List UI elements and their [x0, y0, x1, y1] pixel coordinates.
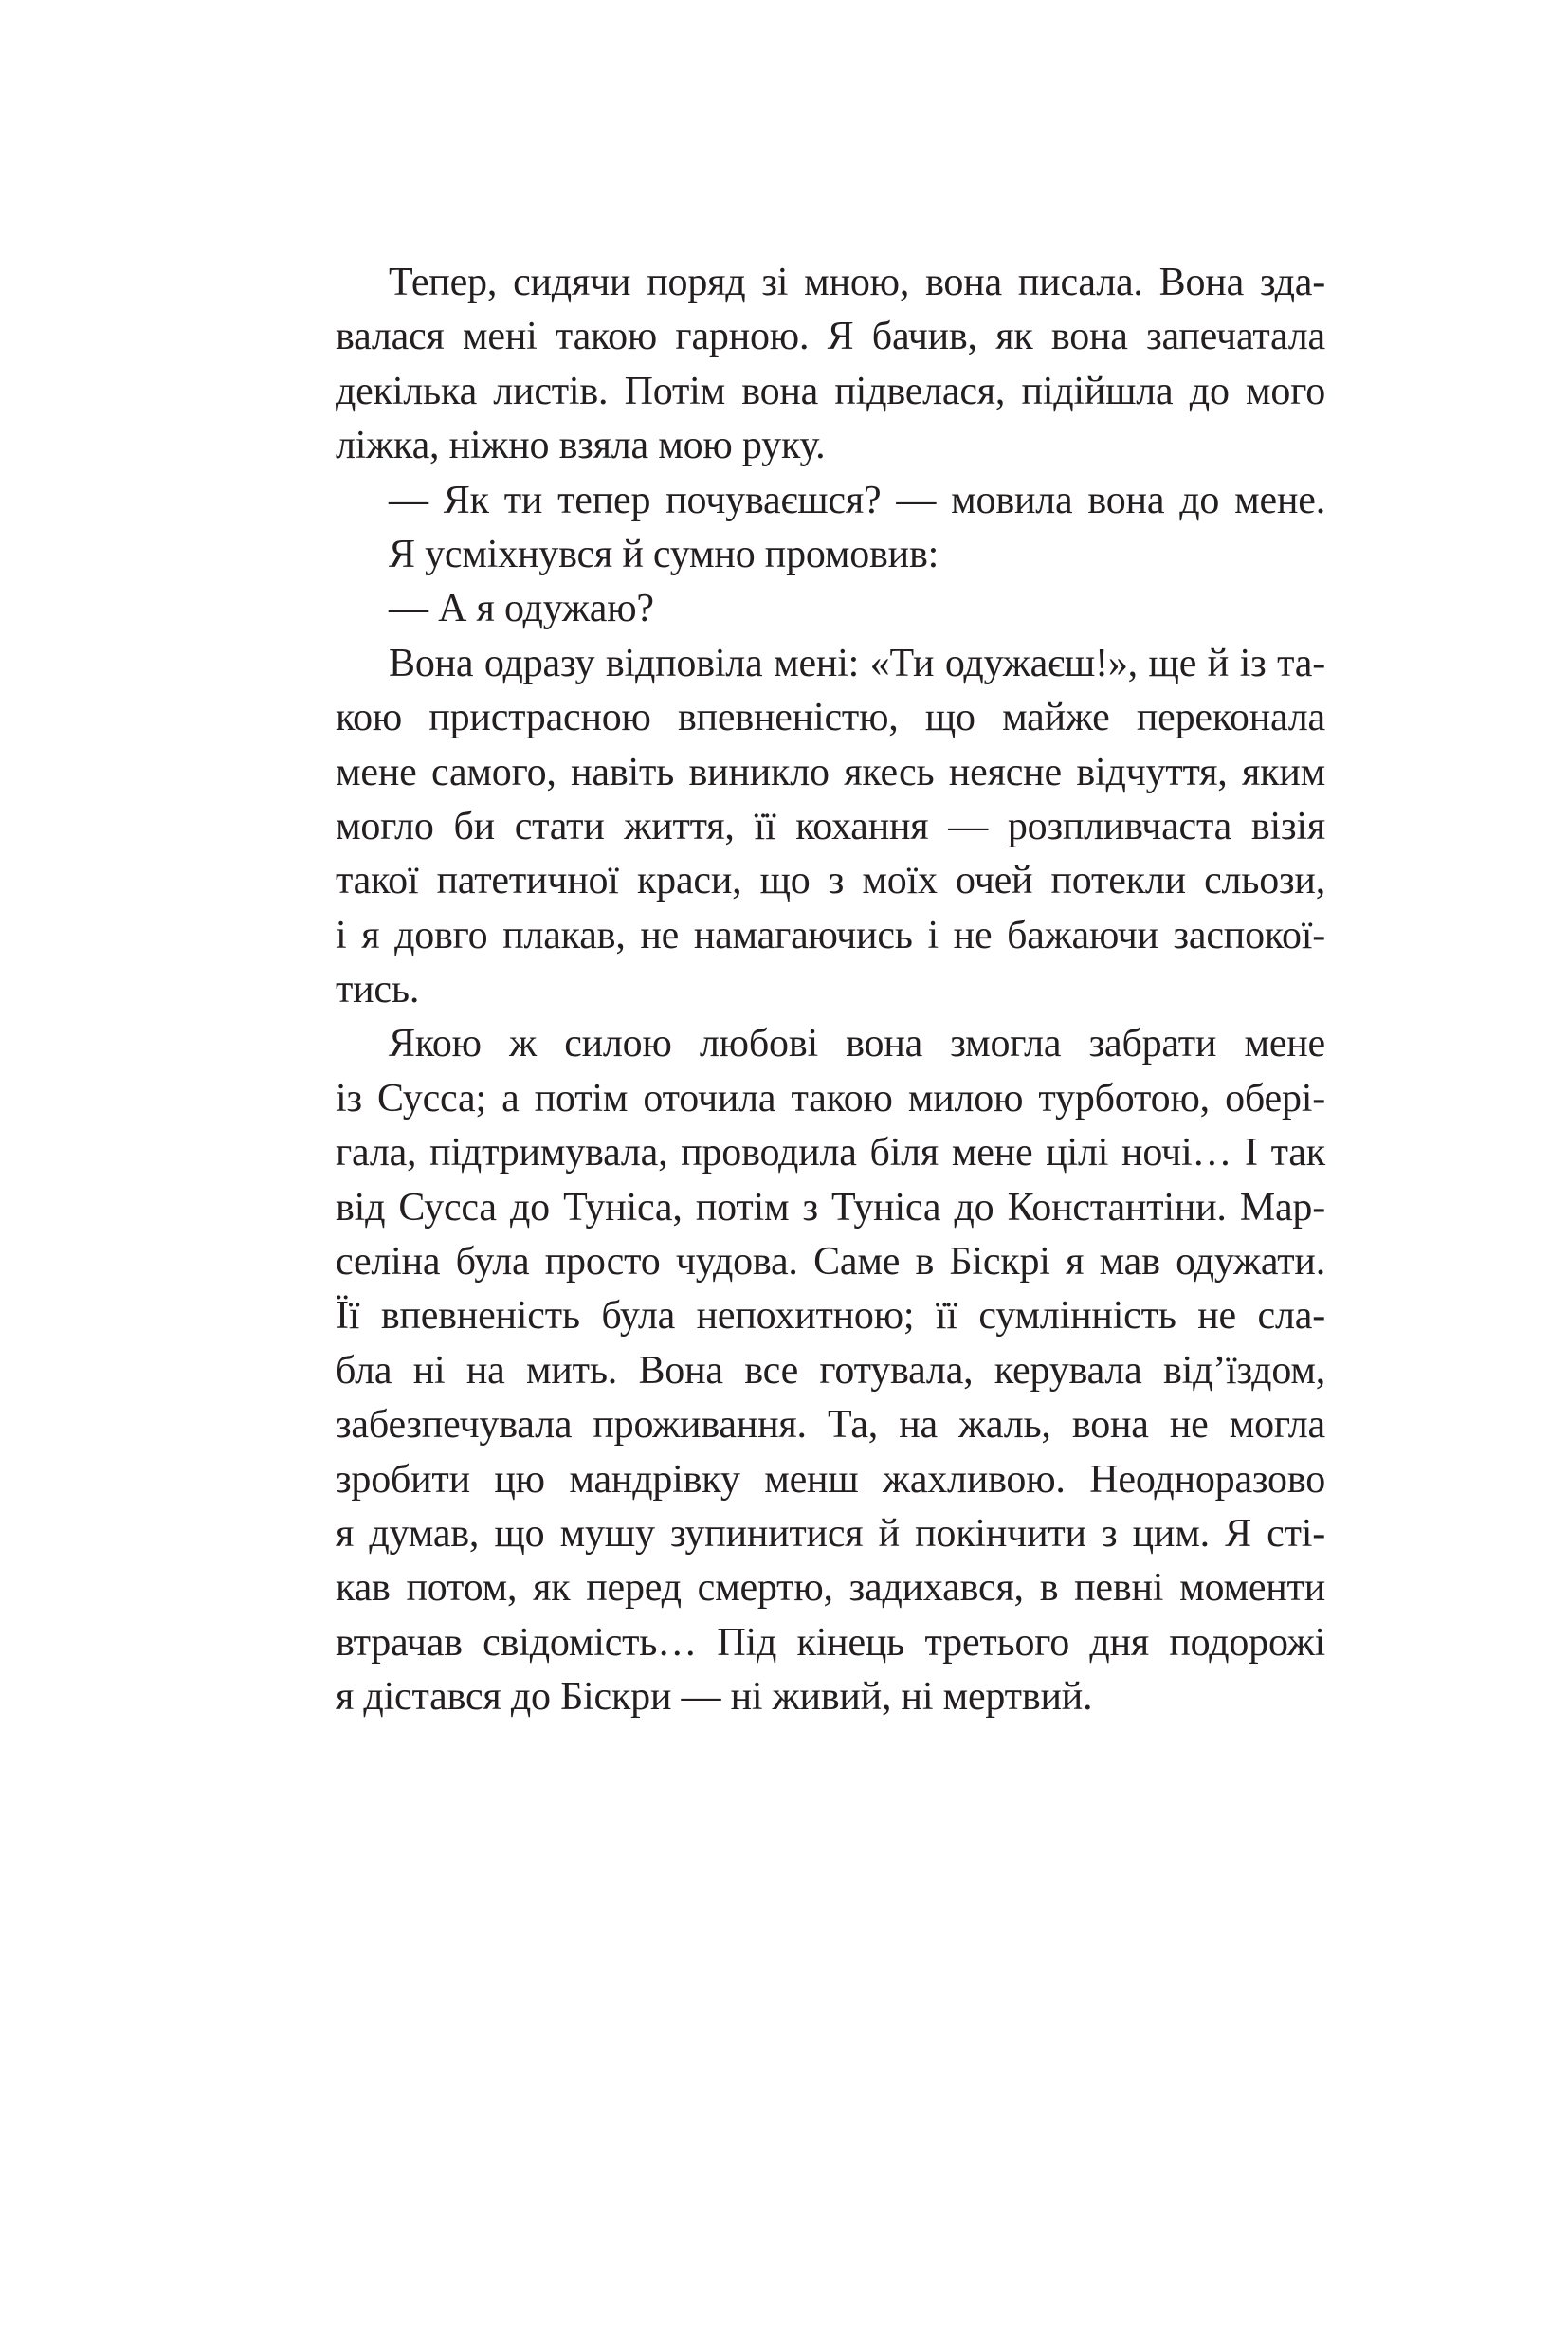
text-line: кав потом, як перед смертю, задихався, в певні моменти	[336, 1566, 1325, 1611]
text-line: кою пристрасною впевненістю, що майже переконала	[336, 696, 1325, 740]
text-line: бла ні на мить. Вона все готувала, керувала від’їздом,	[336, 1348, 1325, 1393]
body-text	[336, 256, 1325, 1725]
text-line: із Сусса; а потім оточила такою милою турботою, обері-	[336, 1076, 1325, 1120]
text-line: мене самого, навіть виникло якесь неясне відчуття, яким	[336, 750, 1325, 794]
text-line: — Як ти тепер почуваєшся? — мовила вона до мене.	[389, 478, 1325, 522]
text-line: від Сусса до Туніса, потім з Туніса до Константіни. Мар-	[336, 1185, 1325, 1230]
text-line: могло би стати життя, її кохання — розпливчаста візія	[336, 804, 1325, 848]
text-line: зробити цю мандрівку менш жахливою. Неодноразово	[336, 1457, 1325, 1502]
text-line: втрачав свідомість… Під кінець третього дня подорожі	[336, 1620, 1325, 1665]
text-line: валася мені такою гарною. Я бачив, як вона запечатала	[336, 315, 1325, 359]
text-line: Її впевненість була непохитною; її сумлінність не сла-	[336, 1294, 1325, 1339]
text-line: і я довго плакав, не намагаючись і не бажаючи заспокої-	[336, 913, 1325, 957]
text-line: Вона одразу відповіла мені: «Ти одужаєш!», ще й із та-	[389, 641, 1325, 685]
text-line: гала, підтримувала, проводила біля мене цілі ночі… І так	[336, 1131, 1325, 1175]
text-line: Якою ж силою любові вона змогла забрати мене	[389, 1022, 1325, 1066]
text-line: ліжка, ніжно взяла мою руку.	[336, 424, 826, 468]
text-line: я думав, що мушу зупинитися й покінчити з цим. Я сті-	[336, 1511, 1325, 1556]
text-line: селіна була просто чудова. Саме в Біскрі я мав одужати.	[336, 1240, 1325, 1284]
text-line: Я усміхнувся й сумно промовив:	[389, 532, 939, 576]
text-line: забезпечувала проживання. Та, на жаль, вона не могла	[336, 1403, 1325, 1448]
text-line: — А я одужаю?	[389, 587, 654, 631]
text-line: декілька листів. Потім вона підвелася, підійшла до мого	[336, 369, 1325, 413]
text-line: я дістався до Біскри — ні живий, ні мертвий.	[336, 1675, 1093, 1720]
text-line: тись.	[336, 968, 420, 1012]
text-line: такої патетичної краси, що з моїх очей потекли сльози,	[336, 859, 1325, 903]
text-line: Тепер, сидячи поряд зі мною, вона писала. Вона зда-	[389, 261, 1325, 304]
